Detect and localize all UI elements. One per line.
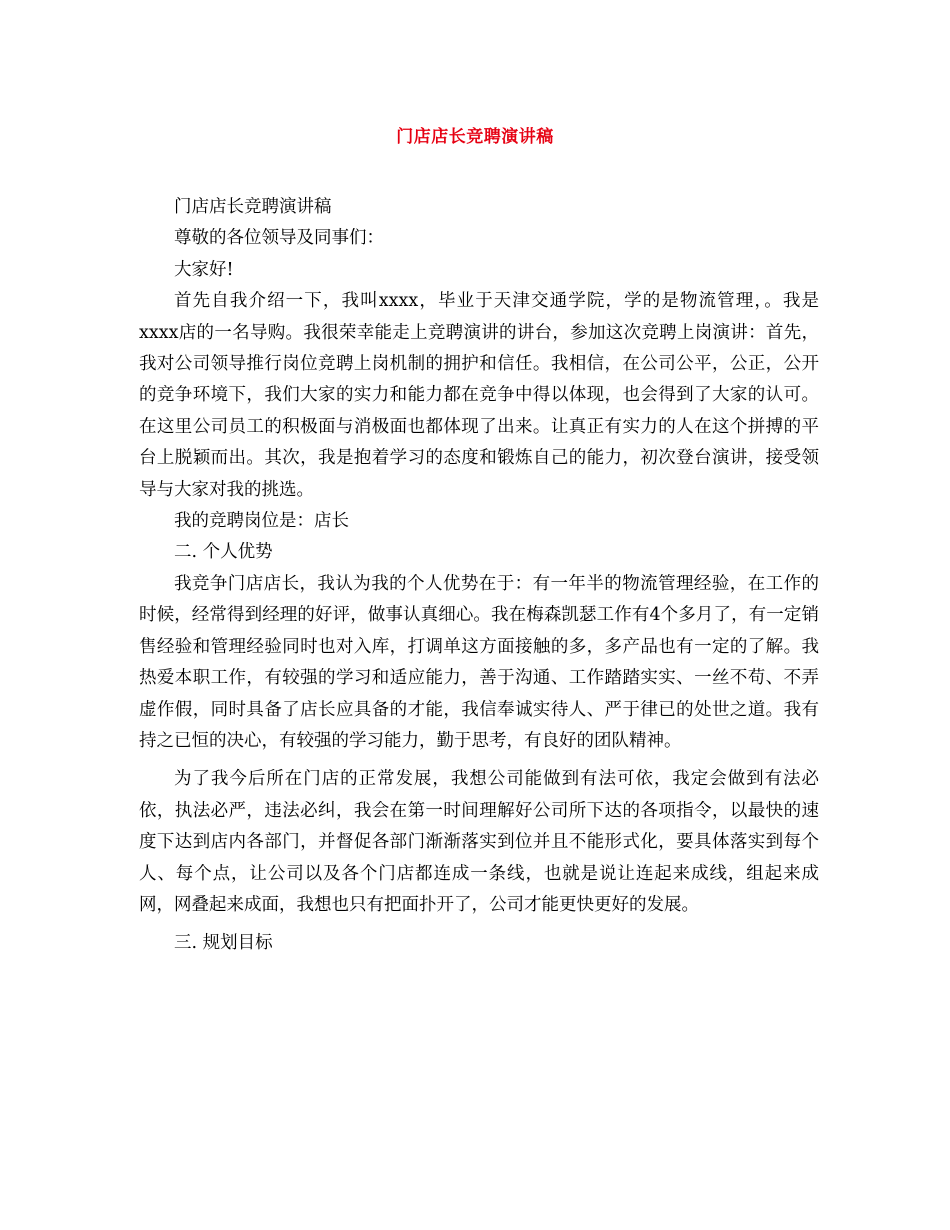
paragraph-heading: 门店店长竞聘演讲稿 <box>174 197 332 217</box>
paragraph-salutation: 尊敬的各位领导及同事们： <box>174 228 384 249</box>
paragraph-advantages: 我竞争门店店长，我认为我的个人优势在于：有一年半的物流管理经验，在工作的时候，经常得到经理的好评，做事认真细心。我在梅森凯瑟工作有4个多月了，有一定销售经验和管理经验同时也对入库，打调单这方面接触的多，多产品也有一定的了解。我热爱本职工作，有较强的学习和适应能力，善于沟通、工作踏踏实实、一丝不苟、不弄虚作假，同时具备了店长应具备的才能，我信奉诚实待人、严于律已的处世之道。我有持之已恒的决心，有较强的学习能力，勤于思考，有良好的团队精神。 <box>139 573 819 751</box>
paragraph-greeting: 大家好! <box>174 259 234 280</box>
section-heading-goals: 三. 规划目标 <box>174 933 273 954</box>
paragraph-position: 我的竞聘岗位是：店长 <box>174 511 349 532</box>
paragraph-plan: 为了我今后所在门店的正常发展，我想公司能做到有法可依，我定会做到有法必依，执法必严，违法必纠，我会在第一时间理解好公司所下达的各项指令，以最快的速度下达到店内各部门，并督促各部门渐渐落实到位并且不能形式化，要具体落实到每个人、每个点，让公司以及各个门店都连成一条线，也就是说让连起来成线，组起来成网，网叠起来成面，我想也只有把面扑开了，公司才能更快更好的发展。 <box>139 769 819 915</box>
paragraph-introduction: 首先自我介绍一下，我叫xxxx，毕业于天津交通学院，学的是物流管理，。我是xxxx店的一名导购。我很荣幸能走上竞聘演讲的讲台，参加这次竞聘上岗演讲：首先，我对公司领导推行岗位竞聘上岗机制的拥护和信任。我相信，在公司公平，公正，公开的竞争环境下，我们大家的实力和能力都在竞争中得以体现，也会得到了大家的认可。在这里公司员工的积极面与消极面也都体现了出来。让真正有实力的人在这个拼搏的平台上脱颖而出。其次，我是抱着学习的态度和锻炼自己的能力，初次登台演讲，接受领导与大家对我的挑选。 <box>139 291 819 500</box>
document-body <box>139 192 819 960</box>
document-title: 门店店长竞聘演讲稿 <box>396 127 554 147</box>
section-heading-advantages: 二. 个人优势 <box>174 542 273 563</box>
